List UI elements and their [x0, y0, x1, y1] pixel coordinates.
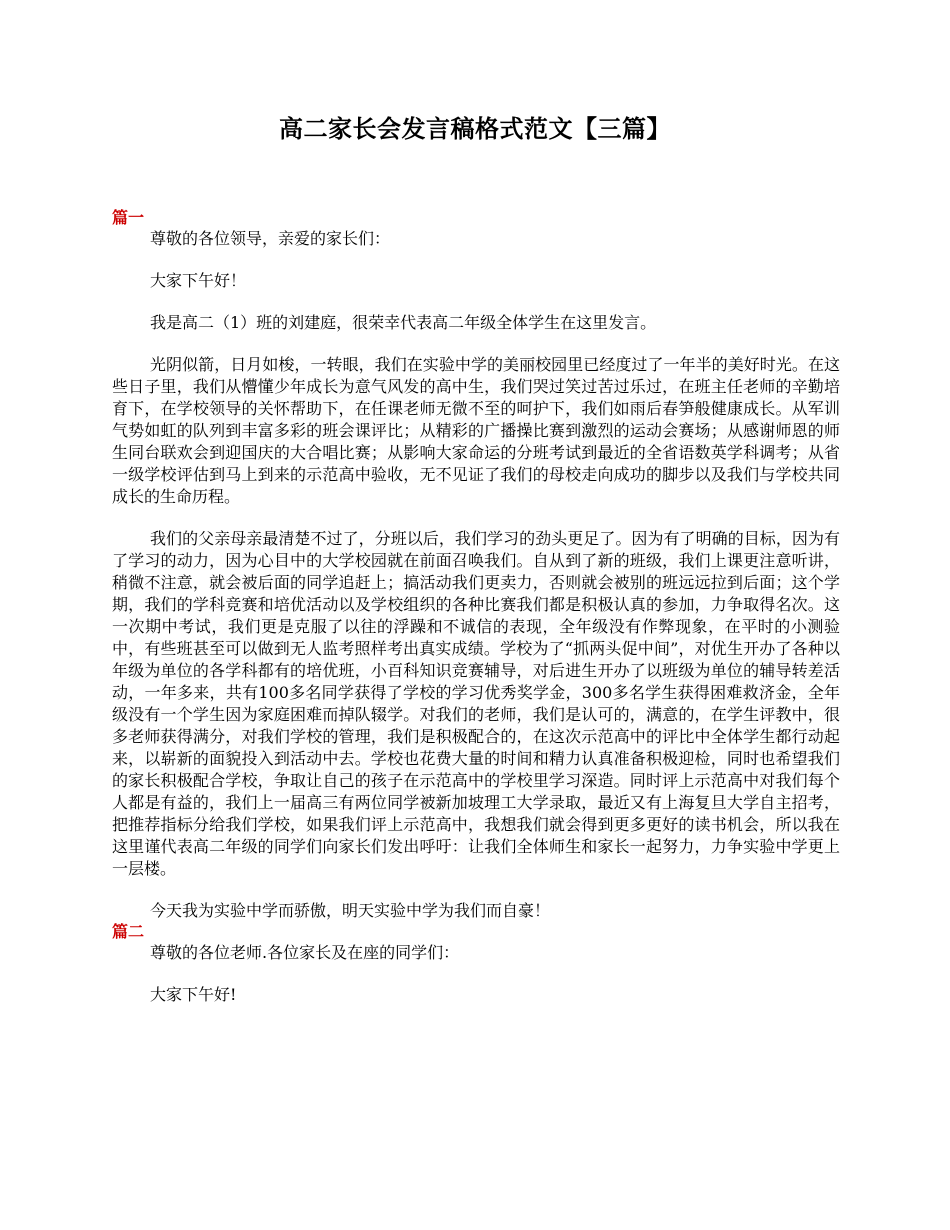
section-2 — [112, 922, 840, 1006]
document-title: 高二家长会发言稿格式范文【三篇】 — [279, 114, 671, 143]
paragraph: 大家下午好! — [150, 985, 237, 1004]
section-label: 篇一 — [112, 208, 145, 227]
paragraph: 尊敬的各位领导，亲爱的家长们： — [150, 229, 391, 248]
section-1 — [112, 208, 840, 922]
document-body — [112, 208, 840, 1026]
paragraph: 今天我为实验中学而骄傲，明天实验中学为我们而自豪！ — [150, 901, 551, 920]
section-label: 篇二 — [112, 922, 145, 941]
paragraph: 大家下午好！ — [150, 271, 247, 290]
paragraph: 我们的父亲母亲最清楚不过了，分班以后，我们学习的劲头更足了。因为有了明确的目标，因为有了学习的动力，因为心目中的大学校园就在前面召唤我们。自从到了新的班级，我们上课更注意听讲，稍微不注意，就会被后面的同学追赶上；搞活动我们更卖力，否则就会被别的班远远拉到后面；这个学期，我们的学科竞赛和培优活动以及学校组织的各种比赛我们都是积极认真的参加，力争取得名次。这一次期中考试，我们更是克服了以往的浮躁和不诚信的表现，全年级没有作弊现象，在平时的小测验中，有些班甚至可以做到无人监考照样考出真实成绩。学校为了“抓两头促中间”，对优生开办了各种以年级为单位的各学科都有的培优班，小百科知识竞赛辅导，对后进生开办了以班级为单位的辅导转差活动，一年多来，共有100多名同学获得了学校的学习优秀奖学金，300多名学生获得困难救济金，全年级没有一个学生因为家庭困难而掉队辍学。对我们的老师，我们是认可的，满意的，在学生评教中，很多老师获得满分，对我们学校的管理，我们是积极配合的，在这次示范高中的评比中全体学生都行动起来，以崭新的面貌投入到活动中去。学校也花费大量的时间和精力认真准备积极迎检，同时也希望我们的家长积极配合学校，争取让自己的孩子在示范高中的学校里学习深造。同时评上示范高中对我们每个人都是有益的，我们上一届高三有两位同学被新加坡理工大学录取，最近又有上海复旦大学自主招考，把推荐指标分给我们学校，如果我们评上示范高中，我想我们就会得到更多更好的读书机会，所以我在这里谨代表高二年级的同学们向家长们发出呼吁：让我们全体师生和家长一起努力，力争实验中学更上一层楼。 — [112, 529, 840, 878]
paragraph: 我是高二（1）班的刘建庭，很荣幸代表高二年级全体学生在这里发言。 — [150, 313, 657, 332]
paragraph: 光阴似箭，日月如梭，一转眼，我们在实验中学的美丽校园里已经度过了一年半的美好时光。在这些日子里，我们从懵懂少年成长为意气风发的高中生，我们哭过笑过苦过乐过，在班主任老师的辛勤培育下，在学校领导的关怀帮助下，在任课老师无微不至的呵护下，我们如雨后春笋般健康成长。从军训气势如虹的队列到丰富多彩的班会课评比；从精彩的广播操比赛到激烈的运动会赛场；从感谢师恩的师生同台联欢会到迎国庆的大合唱比赛；从影响大家命运的分班考试到最近的全省语数英学科调考；从省一级学校评估到马上到来的示范高中验收，无不见证了我们的母校走向成功的脚步以及我们与学校共同成长的生命历程。 — [112, 355, 840, 506]
paragraph: 尊敬的各位老师.各位家长及在座的同学们： — [150, 943, 460, 962]
